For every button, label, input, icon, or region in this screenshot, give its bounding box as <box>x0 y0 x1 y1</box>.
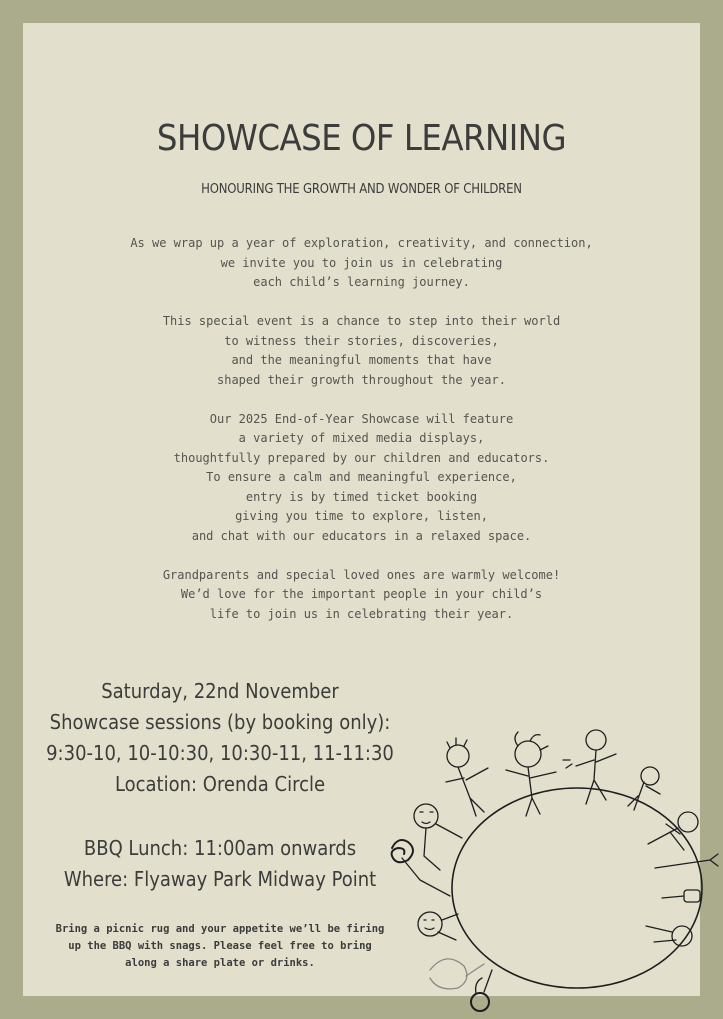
body-line: a variety of mixed media displays, <box>238 431 485 445</box>
body-text <box>0 234 723 644</box>
body-line: and the meaningful moments that have <box>231 353 492 367</box>
page-title: SHOWCASE OF LEARNING <box>156 118 567 159</box>
paragraph-showcase <box>0 410 723 547</box>
children-around-globe-drawing <box>380 720 723 1019</box>
sessions-times: 9:30-10, 10-10:30, 10:30-11, 11-11:30 <box>46 741 394 765</box>
body-line: we invite you to join us in celebrating <box>220 255 503 270</box>
body-line: to witness their stories, discoveries, <box>224 333 499 348</box>
event-details <box>40 676 400 895</box>
body-line: Grandparents and special loved ones are warmly welcome! <box>162 567 561 582</box>
event-date: Saturday, 22nd November <box>101 679 339 703</box>
body-line: Our 2025 End-of-Year Showcase will feature <box>209 411 514 426</box>
body-line: giving you time to explore, listen, <box>235 509 488 523</box>
body-line: each child’s learning journey. <box>253 275 470 289</box>
body-line: To ensure a calm and meaningful experience, <box>206 470 517 484</box>
body-line: We’d love for the important people in your child’s <box>180 587 543 601</box>
note-line: up the BBQ with snags. Please feel free to bring <box>68 940 372 952</box>
body-line: This special event is a chance to step into their world <box>162 314 561 328</box>
bbq-time: BBQ Lunch: 11:00am onwards <box>83 836 357 860</box>
body-line: As we wrap up a year of exploration, creativity, and connection, <box>130 236 593 250</box>
paragraph-grandparents <box>0 566 723 625</box>
note-line: Bring a picnic rug and your appetite we’ll be firing <box>55 923 385 935</box>
body-line: thoughtfully prepared by our children and educators. <box>173 450 550 465</box>
note-line: along a share plate or drinks. <box>125 957 315 969</box>
picnic-note <box>50 921 390 972</box>
body-line: shaped their growth throughout the year. <box>217 372 506 387</box>
page-subtitle: HONOURING THE GROWTH AND WONDER OF CHILDREN <box>201 182 522 197</box>
body-line: entry is by timed ticket booking <box>245 489 478 504</box>
body-line: life to join us in celebrating their year. <box>209 606 514 621</box>
sessions-label: Showcase sessions (by booking only): <box>49 710 391 734</box>
paragraph-intro <box>0 234 723 293</box>
event-location: Location: Orenda Circle <box>114 772 326 796</box>
bbq-location: Where: Flyaway Park Midway Point <box>63 867 377 891</box>
body-line: and chat with our educators in a relaxed space. <box>191 528 532 543</box>
paragraph-event <box>0 312 723 390</box>
